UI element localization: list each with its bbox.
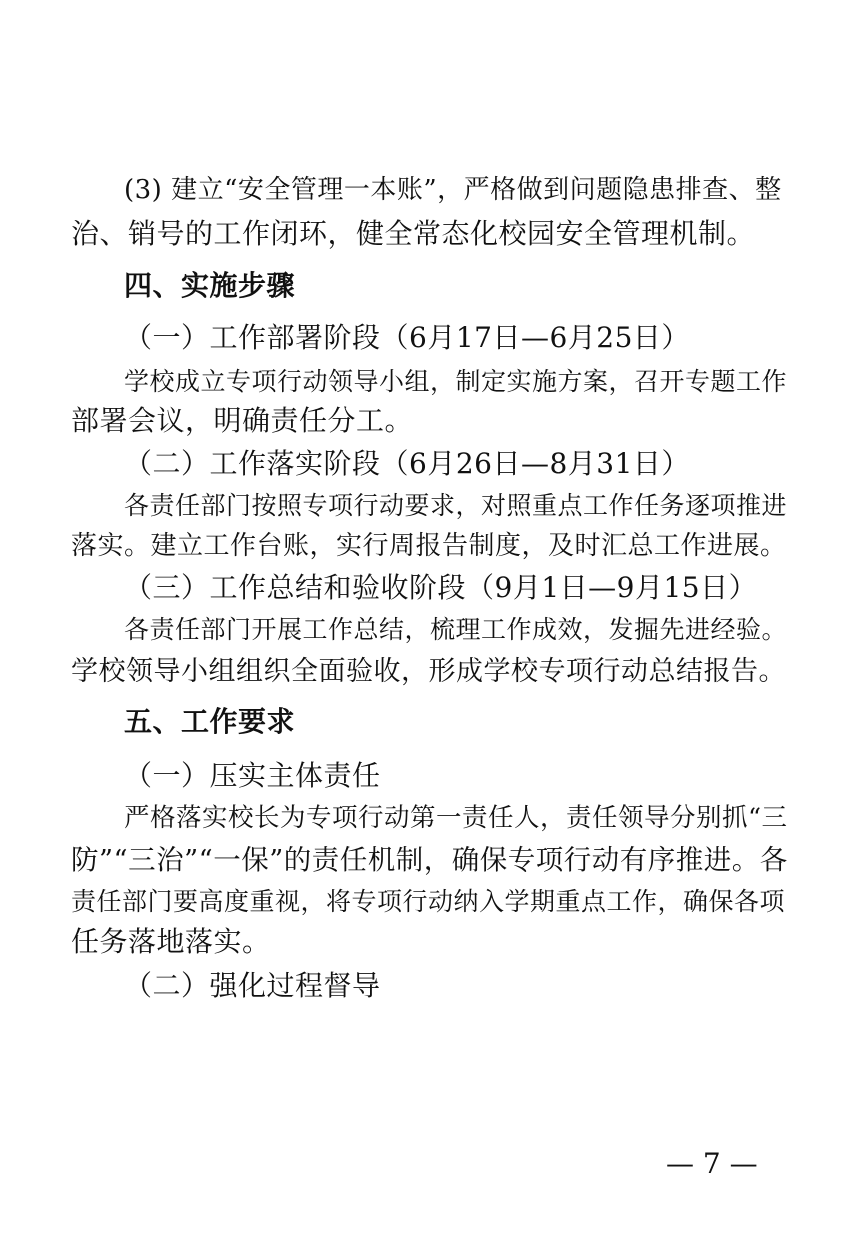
paragraph-line: 严格落实校长为专项行动第一责任人，责任领导分别抓“三 [124,803,788,833]
paragraph-line: 防”“三治”“一保”的责任机制，确保专项行动有序推进。各 [71,844,788,876]
paragraph-line: 治、销号的工作闭环，健全常态化校园安全管理机制。 [71,217,756,250]
paragraph-line: (3) 建立“安全管理一本账”，严格做到问题隐患排查、整 [124,175,782,205]
paragraph-line: 部署会议，明确责任分工。 [71,404,414,437]
section-heading-4: 四、实施步骤 [124,269,296,302]
paragraph-line: 落实。建立工作台账，实行周报告制度，及时汇总工作进展。 [71,531,787,561]
paragraph-line: 各责任部门开展工作总结，梳理工作成效，发掘先进经验。 [124,615,788,644]
paragraph-line: 各责任部门按照专项行动要求，对照重点工作任务逐项推进 [124,491,788,520]
subsection-title: （二）工作落实阶段（6月26日—8月31日） [124,447,690,480]
paragraph-line: 任务落地落实。 [71,925,271,958]
subsection-title: （一）压实主体责任 [124,759,381,792]
section-heading-5: 五、工作要求 [124,705,296,738]
paragraph-line: 责任部门要高度重视，将专项行动纳入学期重点工作，确保各项 [71,887,786,916]
page-number: — 7 — [666,1147,758,1180]
subsection-title: （一）工作部署阶段（6月17日—6月25日） [124,321,690,354]
subsection-title: （三）工作总结和验收阶段（9月1日—9月15日） [124,571,758,604]
paragraph-line: 学校成立专项行动领导小组，制定实施方案，召开专题工作 [124,367,788,396]
subsection-title: （二）强化过程督导 [124,969,381,1002]
paragraph-line: 学校领导小组组织全面验收，形成学校专项行动总结报告。 [71,656,786,687]
